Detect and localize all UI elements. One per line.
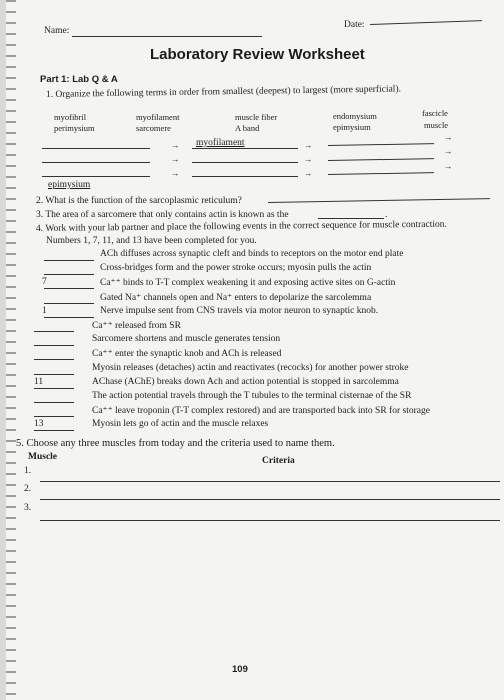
q1-prompt: 1. Organize the following terms in order from smallest (deepest) to largest (more superficial). [45,84,402,100]
sequence-blank[interactable] [34,345,74,346]
name-label: Name: [44,26,70,36]
arrow-icon: → [444,132,453,142]
term-epimysium: epimysium [333,122,371,132]
q5-prompt: 5. Choose any three muscles from today and the criteria used to name them. [16,438,335,449]
event-text: Myosin lets go of actin and the muscle relaxes [92,419,269,430]
term-perimysium: perimysium [54,123,95,133]
q4-prompt: 4. Work with your lab partner and place the following events in the correct sequence for muscle contraction. [35,219,447,234]
event-text: AChase (AChE) breaks down Ach and action potential is stopped in sarcolemma [92,376,399,387]
spiral-binding [6,0,16,700]
col-header-criteria: Criteria [262,456,295,466]
event-text: Sarcomere shortens and muscle generates tension [92,334,281,345]
q3-period: . [385,210,388,220]
given-myofilament: myofilament [196,138,245,148]
term-fascicle: fascicle [422,108,448,118]
arrow-icon: → [304,168,313,178]
q3-prompt: 3. The area of a sarcomere that only contains actin is known as the [36,210,289,220]
event-text: Ca⁺⁺ binds to T-T complex weakening it and exposing active sites on G-actin [100,278,396,289]
term-sarcomere: sarcomere [136,123,171,133]
muscle-row-number: 3. [24,503,32,513]
order-blank-1[interactable] [42,148,150,149]
term-muscle: muscle [424,120,449,130]
muscle-row-number: 1. [24,466,32,476]
sequence-number: 13 [34,419,44,430]
sequence-number: 1 [42,305,47,316]
event-text: Gated Na⁺ channels open and Na⁺ enters to depolarize the sarcolemma [100,292,372,303]
event-text: Myosin releases (detaches) actin and reactivates (recocks) for another power stroke [92,362,409,373]
sequence-blank[interactable] [34,388,74,389]
order-blank-3[interactable] [42,176,150,177]
event-text: Nerve impulse sent from CNS travels via motor neuron to synaptic knob. [100,305,379,316]
sequence-blank[interactable] [44,288,94,289]
muscle-answer-field-3[interactable] [40,520,500,521]
sequence-blank[interactable] [44,317,94,318]
order-blank-6[interactable] [192,176,298,177]
term-endomysium: endomysium [333,111,377,121]
event-text: The action potential travels through the T tubules to the terminal cisternae of the SR [92,391,412,401]
order-blank-4[interactable] [192,148,298,149]
sequence-blank[interactable] [34,331,74,332]
date-field[interactable] [370,20,482,25]
muscle-row-number: 2. [24,484,32,494]
q4-note: Numbers 1, 7, 11, and 13 have been completed for you. [46,236,257,246]
arrow-icon: → [171,168,180,178]
event-text: Ca⁺⁺ released from SR [92,321,181,331]
date-label: Date: [344,20,365,30]
col-header-muscle: Muscle [28,452,58,462]
sequence-number: 11 [34,376,44,387]
muscle-answer-field-1[interactable] [40,481,500,482]
sequence-blank[interactable] [44,303,94,304]
worksheet-page [6,0,504,700]
term-muscle-fiber: muscle fiber [235,112,278,122]
q2-prompt: 2. What is the function of the sarcoplasmic reticulum? [36,196,242,206]
arrow-icon: → [444,146,453,156]
page-number: 109 [232,664,248,675]
term-myofibril: myofibril [54,112,87,122]
name-field[interactable] [72,36,262,37]
order-blank-9[interactable] [328,172,434,175]
sequence-blank[interactable] [34,416,74,417]
event-text: Ca⁺⁺ leave troponin (T-T complex restored) and are transported back into SR for storage [92,406,430,417]
sequence-blank[interactable] [34,402,74,403]
sequence-blank[interactable] [34,359,74,360]
muscle-answer-field-2[interactable] [40,499,500,500]
order-blank-7[interactable] [328,143,434,146]
order-blank-2[interactable] [42,162,150,163]
sequence-blank[interactable] [34,374,74,375]
given-epimysium: epimysium [48,180,91,190]
arrow-icon: → [171,154,180,164]
event-text: Cross-bridges form and the power stroke occurs; myosin pulls the actin [100,263,372,274]
sequence-number: 7 [42,277,47,288]
sequence-blank[interactable] [34,430,74,431]
part-heading: Part 1: Lab Q & A [40,74,118,85]
term-a-band: A band [235,123,260,133]
arrow-icon: → [304,154,313,164]
arrow-icon: → [444,161,453,171]
event-text: ACh diffuses across synaptic cleft and binds to receptors on the motor end plate [100,249,404,259]
sequence-blank[interactable] [44,274,94,275]
arrow-icon: → [171,140,180,150]
arrow-icon: → [304,140,313,150]
term-myofilament: myofilament [136,112,180,122]
q2-answer-field[interactable] [268,198,490,203]
order-blank-5[interactable] [192,162,298,163]
event-text: Ca⁺⁺ enter the synaptic knob and ACh is released [92,349,282,360]
order-blank-8[interactable] [328,158,434,161]
q3-answer-field[interactable] [318,218,384,219]
page-title: Laboratory Review Worksheet [150,46,365,63]
sequence-blank[interactable] [44,260,94,261]
